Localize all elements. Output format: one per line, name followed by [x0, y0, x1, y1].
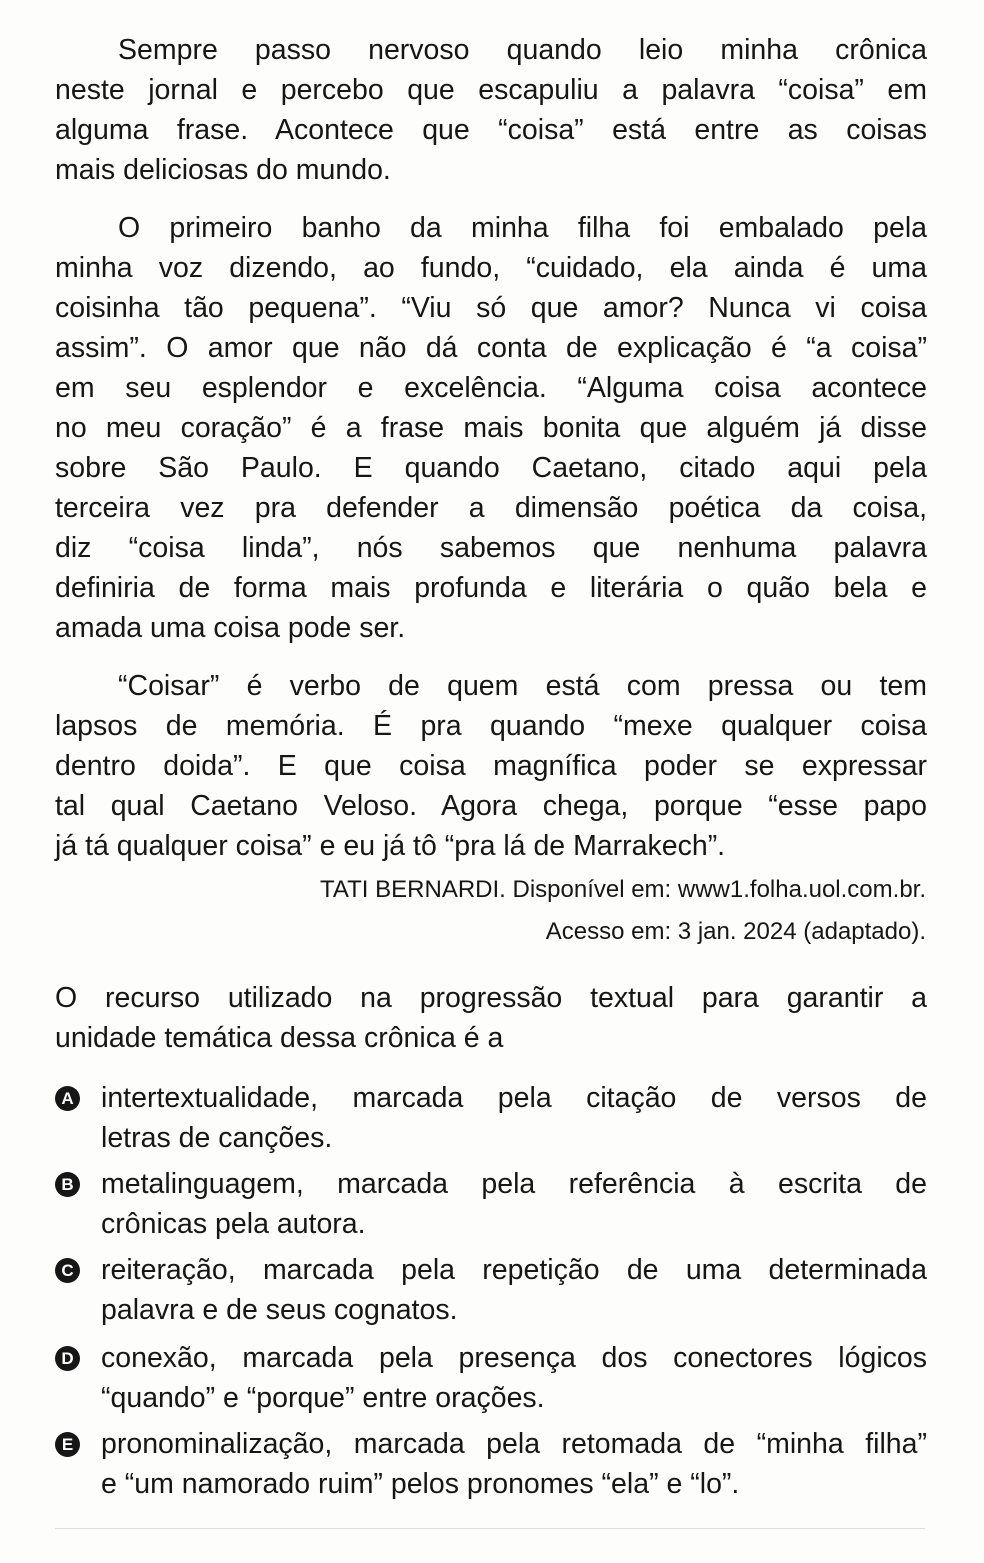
citation-line-2: Acesso em: 3 jan. 2024 (adaptado). [545, 918, 926, 945]
option-letter-badge: B [55, 1172, 80, 1197]
citation-line-1: TATI BERNARDI. Disponível em: www1.folha.uol.com.br. [320, 876, 926, 903]
option-e[interactable] [55, 1424, 927, 1504]
stem-line: O recurso utilizado na progressão textual para garantir a [55, 982, 927, 1014]
text-line: dentro doida”. E que coisa magnífica poder se expressar [55, 750, 927, 782]
option-text-line: pronominalização, marcada pela retomada de “minha filha” [101, 1428, 927, 1460]
option-text-line: palavra e de seus cognatos. [101, 1294, 458, 1326]
text-line: “Coisar” é verbo de quem está com pressa ou tem [118, 670, 927, 702]
text-line: tal qual Caetano Veloso. Agora chega, porque “esse papo [55, 790, 927, 822]
text-line: minha voz dizendo, ao fundo, “cuidado, ela ainda é uma [55, 252, 927, 284]
text-line: assim”. O amor que não dá conta de explicação é “a coisa” [55, 332, 927, 364]
option-c[interactable] [55, 1250, 927, 1330]
text-line: O primeiro banho da minha filha foi embalado pela [118, 212, 927, 244]
question-stem [55, 978, 927, 1058]
text-line: em seu esplendor e excelência. “Alguma coisa acontece [55, 372, 927, 404]
text-line: no meu coração” é a frase mais bonita que alguém já disse [55, 412, 927, 444]
option-d[interactable] [55, 1338, 927, 1418]
paragraph-2 [55, 208, 927, 648]
stem-line: unidade temática dessa crônica é a [55, 1022, 504, 1054]
text-line: lapsos de memória. É pra quando “mexe qualquer coisa [55, 710, 927, 742]
option-text-line: crônicas pela autora. [101, 1208, 366, 1240]
option-text-line: reiteração, marcada pela repetição de uma determinada [101, 1254, 927, 1286]
text-line: coisinha tão pequena”. “Viu só que amor? Nunca vi coisa [55, 292, 927, 324]
option-letter-badge: E [55, 1432, 80, 1457]
text-line: alguma frase. Acontece que “coisa” está entre as coisas [55, 114, 927, 146]
text-line: já tá qualquer coisa” e eu já tô “pra lá de Marrakech”. [55, 830, 726, 862]
option-letter-badge: C [55, 1258, 80, 1283]
text-line: Sempre passo nervoso quando leio minha crônica [118, 34, 927, 66]
option-text-line: e “um namorado ruim” pelos pronomes “ela” e “lo”. [101, 1468, 740, 1500]
paragraph-1 [55, 30, 927, 190]
divider [55, 1528, 925, 1529]
option-text-line: letras de canções. [101, 1122, 333, 1154]
text-line: neste jornal e percebo que escapuliu a palavra “coisa” em [55, 74, 927, 106]
option-text-line: intertextualidade, marcada pela citação de versos de [101, 1082, 927, 1114]
text-line: definiria de forma mais profunda e literária o quão bela e [55, 572, 927, 604]
text-line: diz “coisa linda”, nós sabemos que nenhuma palavra [55, 532, 927, 564]
text-line: sobre São Paulo. E quando Caetano, citado aqui pela [55, 452, 927, 484]
option-text-line: metalinguagem, marcada pela referência à escrita de [101, 1168, 927, 1200]
option-letter-badge: D [55, 1346, 80, 1371]
option-text-line: “quando” e “porque” entre orações. [101, 1382, 545, 1414]
text-line: amada uma coisa pode ser. [55, 612, 406, 644]
text-line: mais deliciosas do mundo. [55, 154, 391, 186]
option-b[interactable] [55, 1164, 927, 1244]
option-letter-badge: A [55, 1086, 80, 1111]
text-line: terceira vez pra defender a dimensão poética da coisa, [55, 492, 927, 524]
paragraph-3 [55, 666, 927, 866]
option-a[interactable] [55, 1078, 927, 1158]
option-text-line: conexão, marcada pela presença dos conectores lógicos [101, 1342, 927, 1374]
